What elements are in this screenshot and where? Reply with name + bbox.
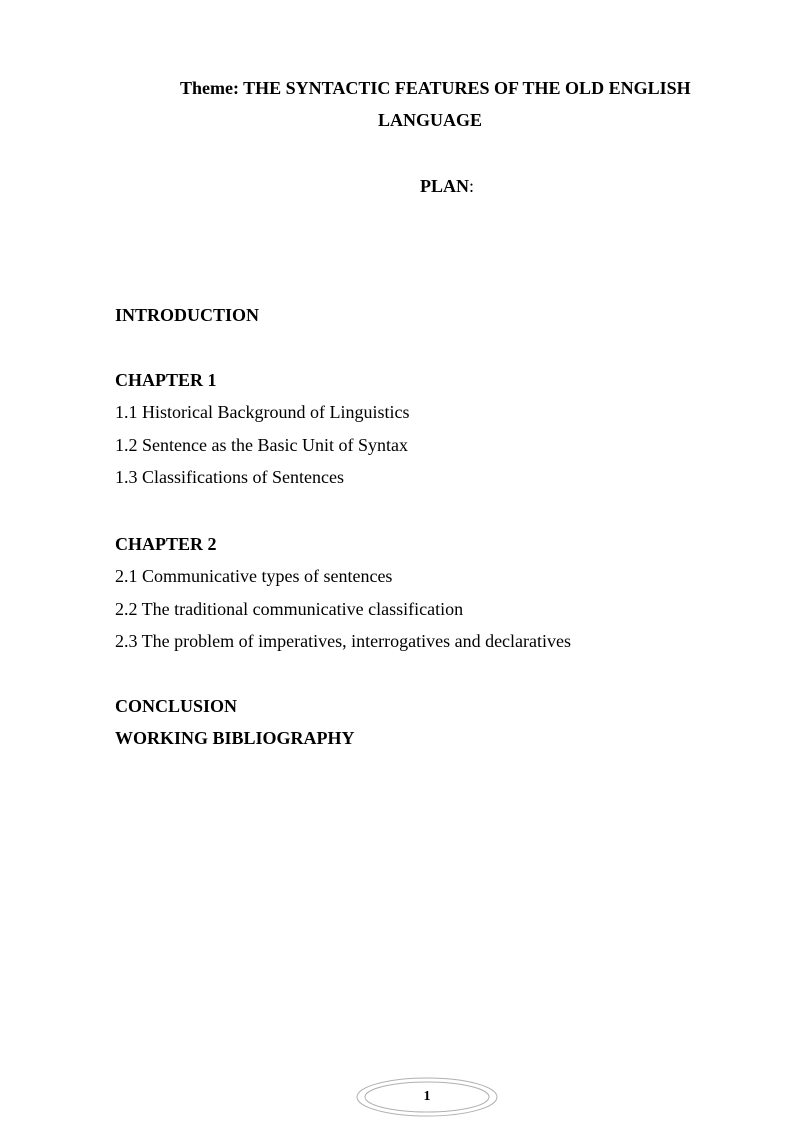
toc-item-2-2: 2.2 The traditional communicative classification bbox=[115, 599, 464, 619]
toc-item-1-1: 1.1 Historical Background of Linguistics bbox=[115, 402, 410, 422]
toc-conclusion: CONCLUSION bbox=[115, 696, 238, 716]
document-title-line-1: Theme: THE SYNTACTIC FEATURES OF THE OLD ENGLISH bbox=[180, 78, 691, 98]
page-number: 1 bbox=[423, 1089, 431, 1104]
plan-colon: : bbox=[469, 176, 475, 196]
toc-chapter-1-heading: CHAPTER 1 bbox=[115, 370, 217, 390]
toc-item-1-3: 1.3 Classifications of Sentences bbox=[115, 467, 344, 487]
document-title-line-2: LANGUAGE bbox=[377, 110, 482, 130]
toc-item-2-3: 2.3 The problem of imperatives, interrogatives and declaratives bbox=[115, 631, 572, 651]
toc-chapter-2-heading: CHAPTER 2 bbox=[115, 534, 217, 554]
toc-item-2-1: 2.1 Communicative types of sentences bbox=[115, 566, 393, 586]
plan-heading bbox=[420, 174, 474, 198]
toc-item-1-2: 1.2 Sentence as the Basic Unit of Syntax bbox=[115, 435, 408, 455]
toc-introduction: INTRODUCTION bbox=[115, 305, 260, 325]
toc-bibliography: WORKING BIBLIOGRAPHY bbox=[115, 728, 355, 748]
plan-label: PLAN bbox=[420, 176, 469, 196]
